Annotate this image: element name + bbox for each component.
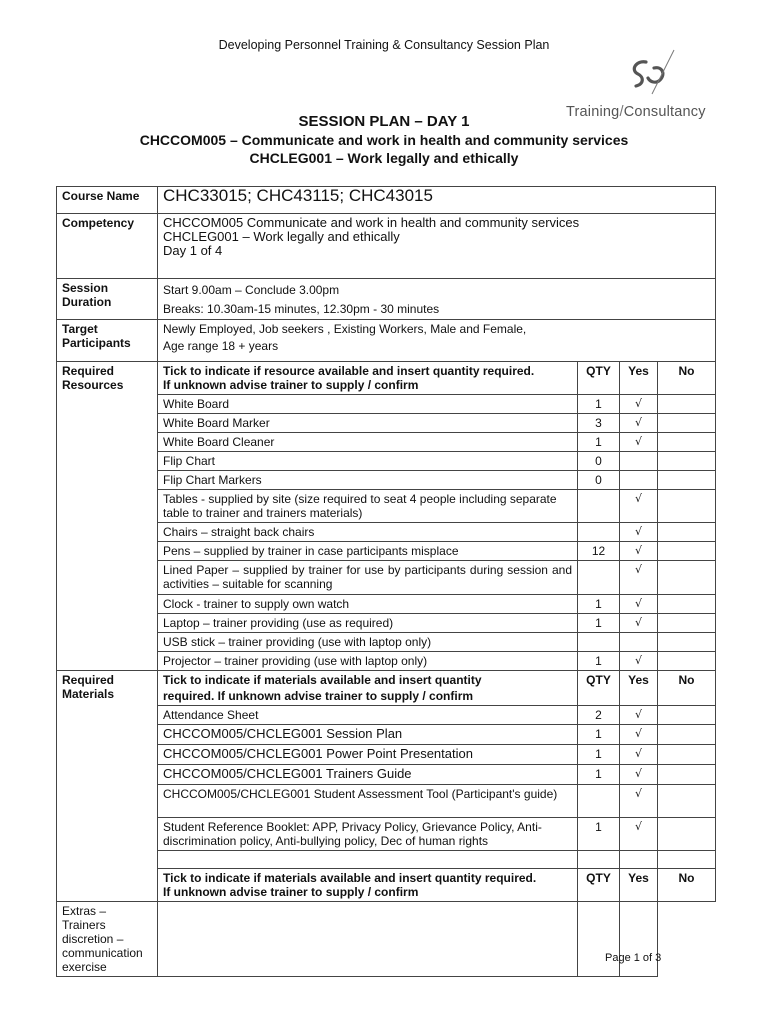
resource-no	[658, 652, 716, 671]
logo-text-consultancy: Consultancy	[623, 104, 706, 120]
session-duration-label-line: Duration	[62, 295, 112, 309]
resource-yes-tick	[620, 471, 658, 490]
page-number: Page 1 of 3	[605, 952, 662, 964]
extras-yes	[578, 902, 620, 977]
resource-yes-tick: √	[620, 561, 658, 595]
resource-qty: 1	[578, 395, 620, 414]
course-name-value: CHC33015; CHC43115; CHC43015	[158, 187, 716, 214]
material-qty	[578, 785, 620, 818]
resource-qty: 1	[578, 652, 620, 671]
resources-instruction-line: If unknown advise trainer to supply / confirm	[163, 378, 419, 392]
materials-header-row	[57, 671, 716, 706]
resource-qty: 12	[578, 542, 620, 561]
material-name: CHCCOM005/CHCLEG001 Power Point Presentation	[158, 745, 578, 765]
resource-no	[658, 452, 716, 471]
resource-yes-tick: √	[620, 652, 658, 671]
material-name: CHCCOM005/CHCLEG001 Trainers Guide	[158, 765, 578, 785]
material-no	[658, 785, 716, 818]
resource-name: White Board	[158, 395, 578, 414]
target-participants-label	[57, 320, 158, 362]
resource-no	[658, 490, 716, 523]
yes-header: Yes	[620, 671, 658, 706]
duration-line: Start 9.00am – Conclude 3.00pm	[163, 283, 340, 297]
resource-no	[658, 395, 716, 414]
material-yes-tick: √	[620, 818, 658, 851]
material-qty: 1	[578, 765, 620, 785]
document-header: Developing Personnel Training & Consultancy Session Plan	[218, 38, 550, 52]
resource-yes-tick: √	[620, 414, 658, 433]
material-no	[658, 818, 716, 851]
no-header: No	[658, 362, 716, 395]
required-materials-label-line: Required	[62, 673, 115, 687]
duration-line: Breaks: 10.30am-15 minutes, 12.30pm - 30 minutes	[163, 302, 440, 316]
resource-name: Lined Paper – supplied by trainer for use by participants during session and activities – suitable for scanning	[158, 561, 578, 595]
required-resources-label-line: Resources	[62, 378, 124, 392]
competency-value	[158, 214, 716, 279]
resource-name: Pens – supplied by trainer in case participants misplace	[158, 542, 578, 561]
resource-name: White Board Cleaner	[158, 433, 578, 452]
resource-yes-tick: √	[620, 542, 658, 561]
resource-qty	[578, 633, 620, 652]
resource-name: Projector – trainer providing (use with laptop only)	[158, 652, 578, 671]
material-yes-tick: √	[620, 706, 658, 725]
resource-qty: 1	[578, 595, 620, 614]
competency-line: CHCCOM005 Communicate and work in health and community services	[163, 215, 580, 230]
resource-no	[658, 433, 716, 452]
material-yes-tick: √	[620, 785, 658, 818]
resource-no	[658, 595, 716, 614]
resource-qty: 0	[578, 471, 620, 490]
resource-name: USB stick – trainer providing (use with laptop only)	[158, 633, 578, 652]
resources-instruction	[158, 362, 578, 395]
resources-header-row	[57, 362, 716, 395]
resource-name: Clock - trainer to supply own watch	[158, 595, 578, 614]
session-plan-title: SESSION PLAN – DAY 1	[298, 113, 470, 130]
materials-instruction	[158, 671, 578, 706]
session-duration-label	[57, 279, 158, 320]
extras-qty	[158, 902, 578, 977]
course-name-row	[57, 187, 716, 214]
competency-row	[57, 214, 716, 279]
logo-text-training: Training	[566, 104, 620, 120]
logo-mark-icon	[618, 48, 678, 103]
resource-qty: 1	[578, 614, 620, 633]
resource-name: Laptop – trainer providing (use as required)	[158, 614, 578, 633]
session-duration-row	[57, 279, 716, 320]
yes-header: Yes	[620, 362, 658, 395]
materials-instruction-line: Tick to indicate if materials available and insert quantity	[163, 673, 482, 687]
resource-name: Tables - supplied by site (size required to seat 4 people including separate table to trainer and trainers materials)	[158, 490, 578, 523]
resource-name: Flip Chart Markers	[158, 471, 578, 490]
resource-yes-tick: √	[620, 523, 658, 542]
target-participants-label-line: Participants	[62, 336, 131, 350]
session-plan-table	[56, 186, 716, 977]
material-qty: 2	[578, 706, 620, 725]
resources-instruction-line: Tick to indicate if resource available and insert quantity required.	[163, 364, 535, 378]
material-name: CHCCOM005/CHCLEG001 Session Plan	[158, 725, 578, 745]
required-resources-label	[57, 362, 158, 671]
required-resources-label-line: Required	[62, 364, 115, 378]
unit-title-chccom005: CHCCOM005 – Communicate and work in health and community services	[139, 132, 629, 148]
resource-yes-tick: √	[620, 595, 658, 614]
resource-qty: 0	[578, 452, 620, 471]
resource-yes-tick	[620, 633, 658, 652]
resource-no	[658, 633, 716, 652]
no-header: No	[658, 671, 716, 706]
extras-instruction	[158, 869, 578, 902]
resource-qty: 3	[578, 414, 620, 433]
material-yes-tick: √	[620, 725, 658, 745]
material-qty: 1	[578, 745, 620, 765]
blank-cell	[658, 851, 716, 869]
resource-no	[658, 614, 716, 633]
extras-no	[620, 902, 658, 977]
material-no	[658, 725, 716, 745]
qty-header: QTY	[578, 362, 620, 395]
blank-cell	[620, 851, 658, 869]
resource-yes-tick: √	[620, 395, 658, 414]
unit-title-chcleg001: CHCLEG001 – Work legally and ethically	[249, 150, 519, 166]
material-no	[658, 706, 716, 725]
material-qty: 1	[578, 818, 620, 851]
resource-no	[658, 542, 716, 561]
material-no	[658, 745, 716, 765]
extras-row	[57, 902, 716, 977]
logo-text: Training/Consultancy	[566, 104, 706, 120]
resource-name: White Board Marker	[158, 414, 578, 433]
material-yes-tick: √	[620, 745, 658, 765]
resource-name: Chairs – straight back chairs	[158, 523, 578, 542]
session-duration-label-line: Session	[62, 281, 109, 295]
qty-header: QTY	[578, 869, 620, 902]
extras-item: Extras – Trainers discretion – communication exercise	[57, 902, 158, 977]
resource-qty	[578, 490, 620, 523]
target-line: Newly Employed, Job seekers , Existing Workers, Male and Female,	[163, 322, 527, 336]
material-name: CHCCOM005/CHCLEG001 Student Assessment Tool (Participant's guide)	[158, 785, 578, 818]
resource-yes-tick: √	[620, 490, 658, 523]
blank-cell	[578, 851, 620, 869]
qty-header: QTY	[578, 671, 620, 706]
competency-line: CHCLEG001 – Work legally and ethically	[163, 229, 400, 244]
materials-instruction-line: required. If unknown advise trainer to supply / confirm	[163, 689, 474, 703]
yes-header: Yes	[620, 869, 658, 902]
material-name: Student Reference Booklet: APP, Privacy Policy, Grievance Policy, Anti-discrimination policy, Anti-bullying policy, Dec of human rights	[158, 818, 578, 851]
resource-name: Flip Chart	[158, 452, 578, 471]
competency-label: Competency	[57, 214, 158, 279]
resource-qty	[578, 523, 620, 542]
target-participants-value	[158, 320, 716, 362]
competency-line: Day 1 of 4	[163, 243, 223, 258]
extras-instruction-line: If unknown advise trainer to supply / confirm	[163, 885, 419, 899]
resource-no	[658, 414, 716, 433]
blank-cell	[158, 851, 578, 869]
target-line: Age range 18 + years	[163, 339, 279, 353]
required-materials-label-line: Materials	[62, 687, 115, 701]
material-qty: 1	[578, 725, 620, 745]
resource-yes-tick: √	[620, 614, 658, 633]
resource-qty	[578, 561, 620, 595]
material-yes-tick: √	[620, 765, 658, 785]
required-materials-label	[57, 671, 158, 902]
extras-instruction-line: Tick to indicate if materials available and insert quantity required.	[163, 871, 537, 885]
resource-no	[658, 561, 716, 595]
resource-yes-tick	[620, 452, 658, 471]
target-participants-label-line: Target	[62, 322, 98, 336]
course-name-label: Course Name	[57, 187, 158, 214]
no-header: No	[658, 869, 716, 902]
target-participants-row	[57, 320, 716, 362]
material-no	[658, 765, 716, 785]
resource-yes-tick: √	[620, 433, 658, 452]
resource-no	[658, 523, 716, 542]
resource-qty: 1	[578, 433, 620, 452]
resource-no	[658, 471, 716, 490]
material-name: Attendance Sheet	[158, 706, 578, 725]
session-duration-value	[158, 279, 716, 320]
